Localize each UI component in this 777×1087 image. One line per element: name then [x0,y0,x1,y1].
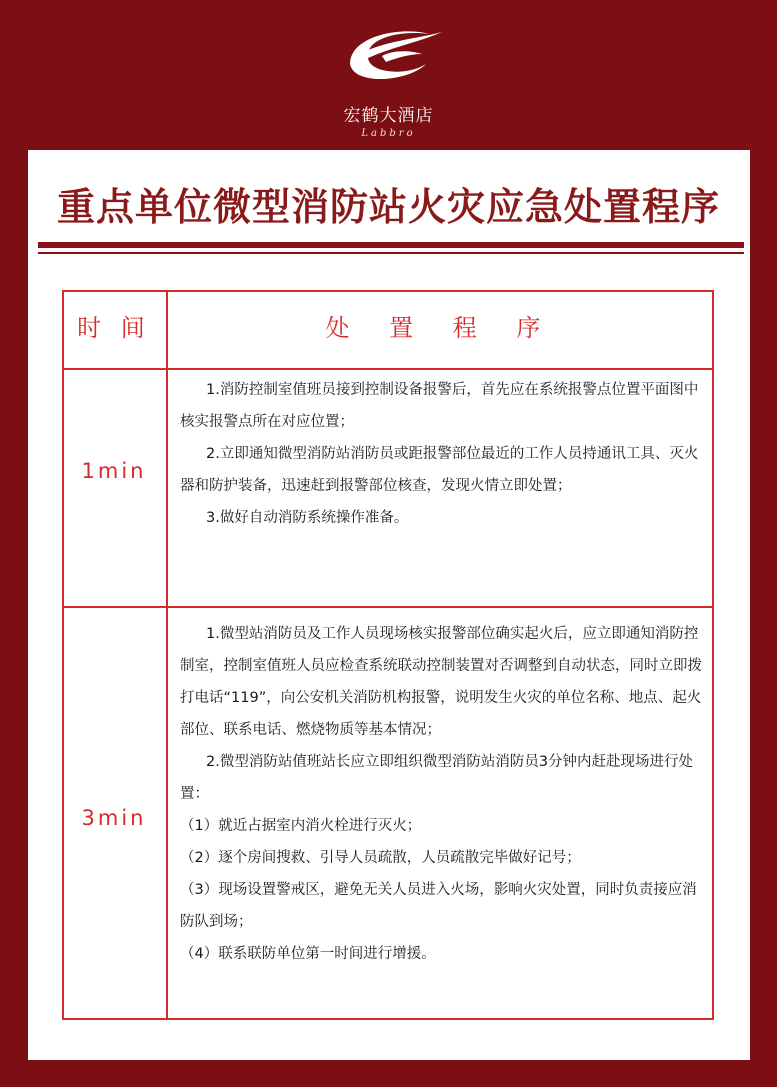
procedure-subitem: （1）就近占据室内消火栓进行灭火； [180,818,422,834]
table-header-divider [62,368,714,370]
header-procedure: 处 置 程 序 [325,314,557,342]
procedure-item: 1.微型站消防员及工作人员现场核实报警部位确实起火后，应立即通知消防控制室，控制室值班人员应检查系统联动控制装置对否调整到自动状态，同时立即拨打电话“119”，向公安机关消防机构报警，说明发生火灾的单位名称、地点、起火部位、联系电话、燃烧物质等基本情况； [180,626,702,738]
procedure-item: 2.微型消防站值班站长应立即组织微型消防站消防员3分钟内赶赴现场进行处置： [180,754,694,802]
title-divider-thick [38,242,744,248]
table-row-divider [62,606,714,608]
procedure-subitem: （4）联系联防单位第一时间进行增援。 [180,946,436,962]
title-divider-thin [38,252,744,254]
header-time: 时 间 [77,314,151,342]
procedure-subitem: （3）现场设置警戒区，避免无关人员进入火场，影响火灾处置，同时负责接应消防队到场； [180,882,697,930]
row-1-time: 1min [81,459,147,483]
brand-name: 宏鹤大酒店 [343,106,434,126]
procedure-subitem: （2）逐个房间搜救、引导人员疏散，人员疏散完毕做好记号； [180,850,581,866]
row-2-procedure [180,618,704,970]
procedure-item: 2.立即通知微型消防站消防员或距报警部位最近的工作人员持通讯工具、灭火器和防护装备，迅速赶到报警部位核查，发现火情立即处置； [180,446,699,494]
crane-swoosh-logo [330,16,450,96]
table-column-divider [166,290,168,1020]
row-2-time: 3min [81,806,147,830]
brand-subtitle: Labbro [361,128,416,139]
procedure-item: 3.做好自动消防系统操作准备。 [206,510,409,526]
row-1-procedure [180,374,704,534]
procedure-item: 1.消防控制室值班员接到控制设备报警后，首先应在系统报警点位置平面图中核实报警点所在对应位置； [180,382,699,430]
page-title: 重点单位微型消防站火灾应急处置程序 [56,184,720,229]
brand-header [0,0,777,150]
